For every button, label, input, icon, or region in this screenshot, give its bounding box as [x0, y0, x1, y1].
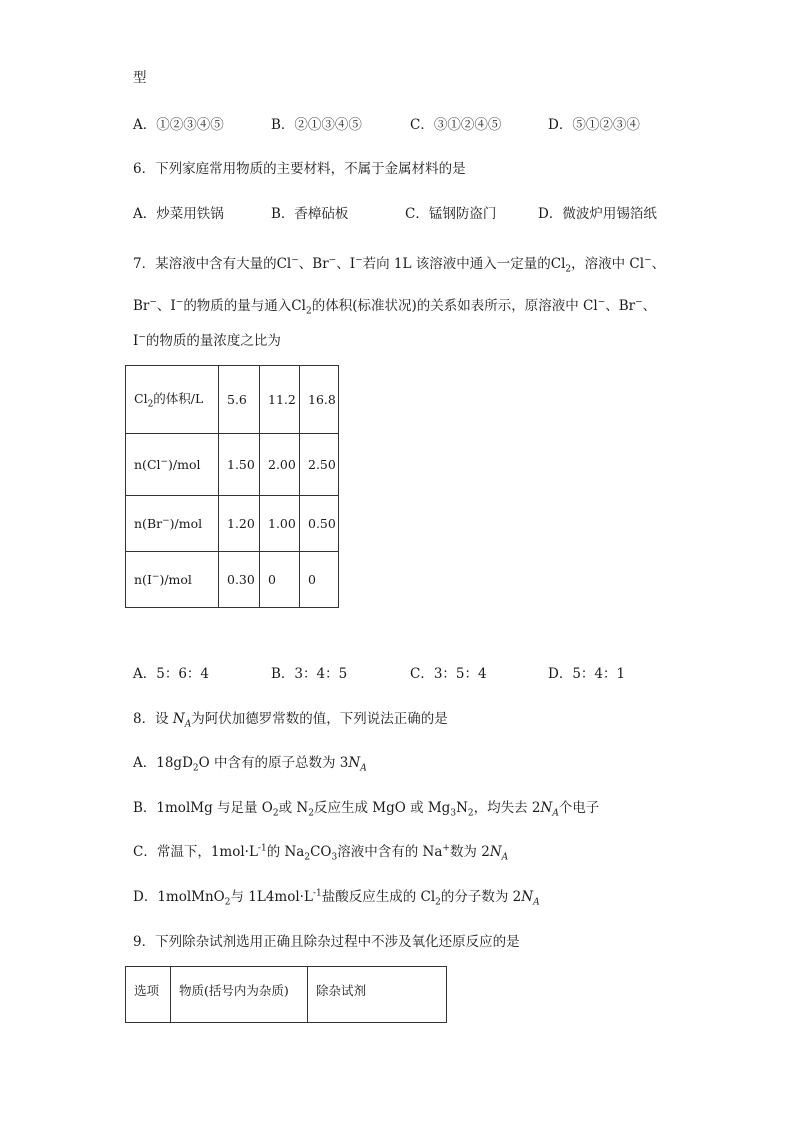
row-label-cell: n(I−)/mol [126, 552, 219, 608]
table-cell: 0 [300, 552, 339, 608]
row-label-cell: n(Cl−)/mol [126, 434, 219, 496]
table-cell: 0.50 [300, 496, 339, 552]
table-cell: 0.30 [219, 552, 260, 608]
q8-option-c[interactable]: C．常温下，$1mol\cdot L^{-1}$的 $Na_2CO_3$溶液中含有的 Na+数为 $2N_A$ [133, 843, 509, 863]
header-value-cell: 11.2 [260, 366, 300, 434]
table-row [126, 434, 339, 496]
q7-stem-line-2: Br−、I−的物质的量与通入$Cl_2$的体积(标准状况)的关系如表所示，原溶液中 Cl−、Br−、 [133, 297, 657, 317]
page-fragment: 型 [133, 70, 147, 86]
q6-option-c[interactable]: C．锰钢防盗门 [405, 206, 497, 222]
header-value-cell: 5.6 [219, 366, 260, 434]
q5-option-b[interactable]: B．②①③④⑤ [271, 117, 362, 133]
q7-data-table [125, 365, 339, 608]
q7-option-d[interactable]: D．5：4：1 [548, 666, 626, 682]
table-cell: 1.50 [219, 434, 260, 496]
q5-option-d[interactable]: D．⑤①②③④ [548, 117, 640, 133]
q7-stem-line-1: 7．某溶液中含有大量的Cl−、Br−、I−若向 1L 该溶液中通入一定量的$Cl_2$，溶液中 Cl−、 [133, 255, 666, 275]
q6-stem: 6．下列家庭常用物质的主要材料，不属于金属材料的是 [133, 161, 466, 177]
table-cell: 0 [260, 552, 300, 608]
table-cell: 1.20 [219, 496, 260, 552]
header-label-cell: $Cl_2$的体积/L [126, 366, 219, 434]
q9-table [125, 966, 447, 1023]
q7-option-b[interactable]: B．3：4：5 [271, 666, 348, 682]
table-row [126, 496, 339, 552]
header-cell: 选项 [126, 967, 171, 1023]
table-header-row [126, 967, 447, 1023]
header-value-cell: 16.8 [300, 366, 339, 434]
q6-option-d[interactable]: D．微波炉用锡箔纸 [538, 206, 657, 222]
q6-option-b[interactable]: B．香樟砧板 [271, 206, 349, 222]
q7-option-c[interactable]: C．3：5：4 [410, 666, 487, 682]
table-cell: 2.50 [300, 434, 339, 496]
table-header-row [126, 366, 339, 434]
q7-option-a[interactable]: A．5：6：4 [133, 666, 210, 682]
q5-option-c[interactable]: C．③①②④⑤ [410, 117, 502, 133]
row-label-cell: n(Br−)/mol [126, 496, 219, 552]
table-cell: 1.00 [260, 496, 300, 552]
q8-option-a[interactable]: A．$18gD_2O$ 中含有的原子总数为 $3N_A$ [133, 755, 367, 774]
q8-stem: 8．设 $N_A$为阿伏加德罗常数的值，下列说法正确的是 [133, 711, 448, 730]
table-row [126, 552, 339, 608]
q8-option-d[interactable]: D．1molMnO$_2$与 $1L4mol\cdot L^{-1}$盐酸反应生成的 $Cl_2$的分子数为 $2N_A$ [133, 888, 540, 908]
q6-option-a[interactable]: A．炒菜用铁锅 [133, 206, 224, 222]
table-cell: 2.00 [260, 434, 300, 496]
header-cell: 物质(括号内为杂质) [171, 967, 308, 1023]
q9-stem: 9．下列除杂试剂选用正确且除杂过程中不涉及氧化还原反应的是 [133, 934, 520, 950]
q7-stem-line-3: I−的物质的量浓度之比为 [133, 332, 281, 349]
header-cell: 除杂试剂 [308, 967, 447, 1023]
q5-option-a[interactable]: A．①②③④⑤ [133, 117, 224, 133]
q8-option-b[interactable]: B．1molMg 与足量 $O_2$或 $N_2$反应生成 MgO 或 $Mg_3N_2$，均失去 $2N_A$个电子 [133, 800, 600, 819]
